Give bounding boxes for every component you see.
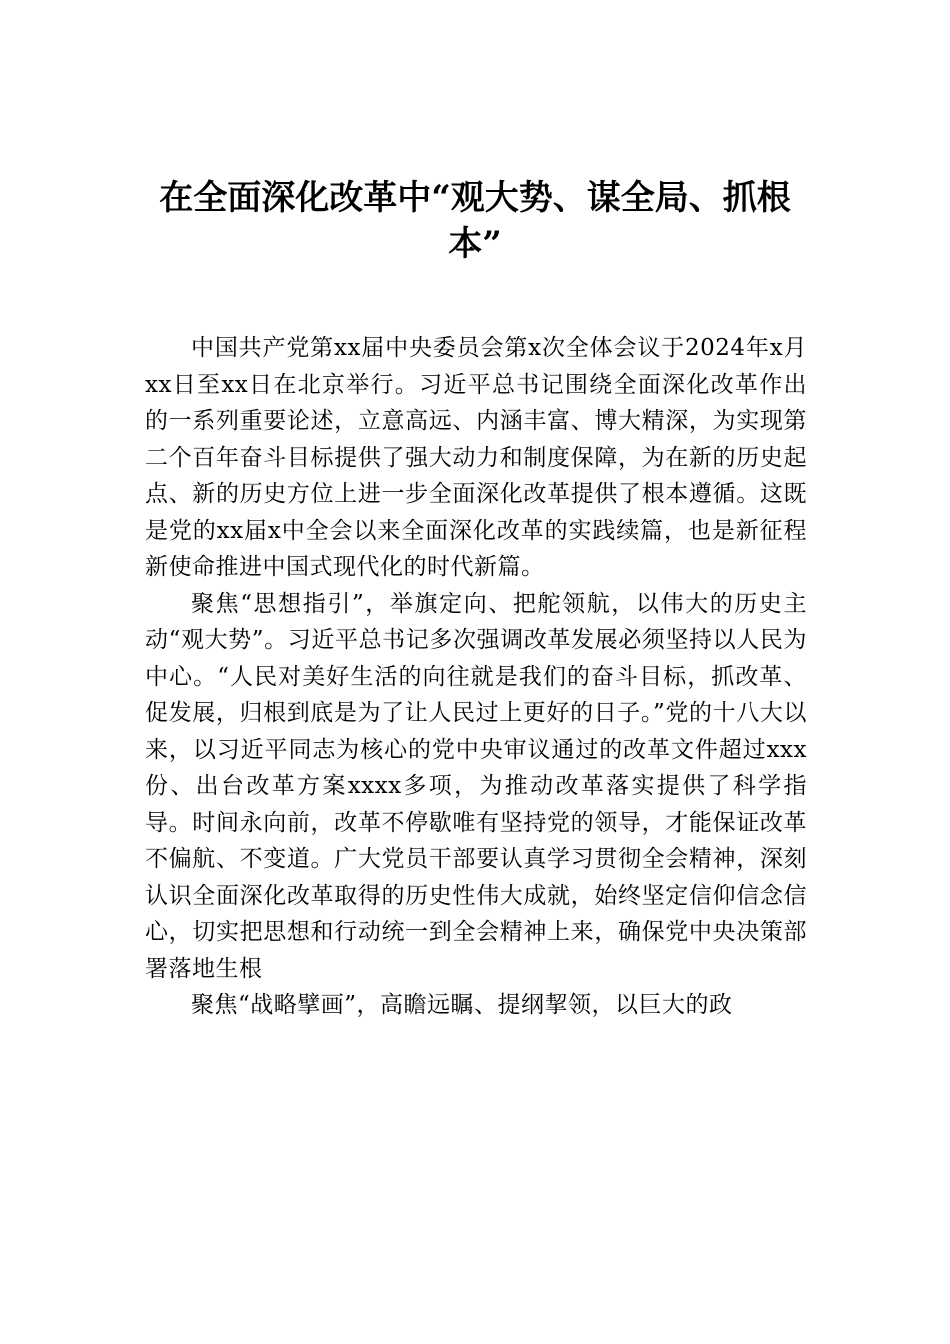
document-body [145,330,807,1024]
paragraph-intro: 中国共产党第xx届中央委员会第x次全体会议于2024年x月xx日至xx日在北京举行。习近平总书记围绕全面深化改革作出的一系列重要论述，立意高远、内涵丰富、博大精深，为实现第二个百年奋斗目标提供了强大动力和制度保障，为在新的历史起点、新的历史方位上进一步全面深化改革提供了根本遵循。这既是党的xx届x中全会以来全面深化改革的实践续篇，也是新征程新使命推进中国式现代化的时代新篇。 [145,335,807,580]
paragraph-thought-guidance: 聚焦“思想指引”，举旗定向、把舵领航，以伟大的历史主动“观大势”。习近平总书记多次强调改革发展必须坚持以人民为中心。“人民对美好生活的向往就是我们的奋斗目标，抓改革、促发展，归根到底是为了让人民过上更好的日子。”党的十八大以来，以习近平同志为核心的党中央审议通过的改革文件超过xxx份、出台改革方案xxxx多项，为推动改革落实提供了科学指导。时间永向前，改革不停歇唯有坚持党的领导，才能保证改革不偏航、不变道。广大党员干部要认真学习贯彻全会精神，深刻认识全面深化改革取得的历史性伟大成就，始终坚定信仰信念信心，切实把思想和行动统一到全会精神上来，确保党中央决策部署落地生根 [145,590,807,982]
paragraph-strategic-planning: 聚焦“战略擘画”，高瞻远瞩、提纲挈领，以巨大的政 [191,992,733,1018]
document-title: 在全面深化改革中“观大势、谋全局、抓根本” [159,178,791,264]
